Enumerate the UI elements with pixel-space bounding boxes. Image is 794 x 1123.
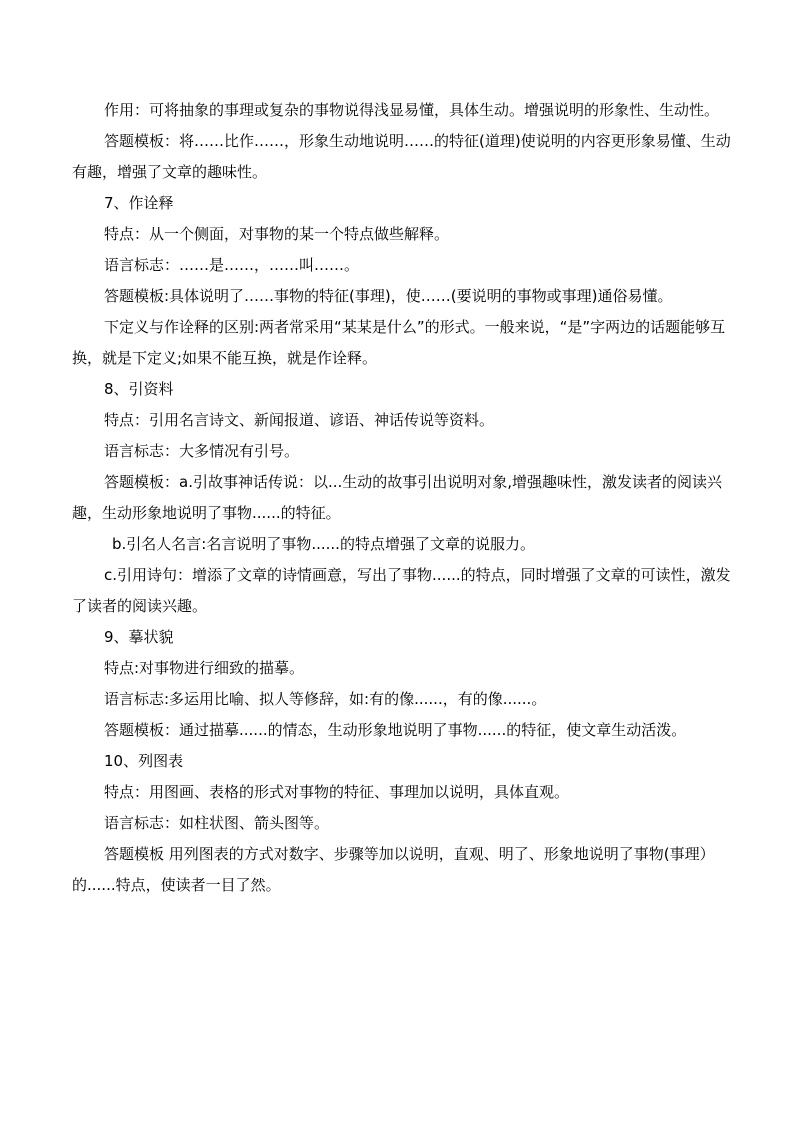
section-heading-9: 9、摹状貌 (104, 628, 174, 646)
paragraph-language-marker-10: 语言标志：如柱状图、箭头图等。 (104, 814, 330, 832)
paragraph-answer-template-8a: 答题模板：a.引故事神话传说：以...生动的故事引出说明对象,增强趣味性，激发读者的阅读兴趣，生动形象地说明了事物......的特征。 (72, 473, 723, 522)
paragraph-difference: 下定义与作诠释的区别:两者常采用“某某是什么”的形式。一般来说，“是”字两边的话题能够互换，就是下定义;如果不能互换，就是作诠释。 (72, 318, 726, 367)
paragraph-answer-template-8c: c.引用诗句：增添了文章的诗情画意，写出了事物......的特点，同时增强了文章的可读性，激发了读者的阅读兴趣。 (72, 566, 731, 615)
paragraph-language-marker-7: 语言标志：……是……，……叫……。 (104, 256, 360, 274)
paragraph-feature-9: 特点:对事物进行细致的描摹。 (104, 659, 305, 677)
paragraph-answer-template-8b: b.引名人名言:名言说明了事物......的特点增强了文章的说服力。 (112, 535, 535, 553)
paragraph-feature-10: 特点：用图画、表格的形式对事物的特征、事理加以说明，具体直观。 (104, 783, 570, 801)
document-body (72, 95, 732, 901)
paragraph-answer-template-metaphor: 答题模板：将……比作……，形象生动地说明……的特征(道理)使说明的内容更形象易懂、生动有趣，增强了文章的趣味性。 (72, 132, 731, 181)
paragraph-answer-template-9: 答题模板：通过描摹......的情态，生动形象地说明了事物......的特征，使文章生动活泼。 (104, 721, 687, 739)
section-heading-10: 10、列图表 (104, 752, 184, 770)
paragraph-answer-template-7: 答题模板:具体说明了……事物的特征(事理)，使……(要说明的事物或事理)通俗易懂。 (104, 287, 673, 305)
paragraph-answer-template-10: 答题模板 用列图表的方式对数字、步骤等加以说明，直观、明了、形象地说明了事物(事理）的......特点，使读者一目了然。 (72, 845, 715, 894)
paragraph-feature-7: 特点：从一个侧面，对事物的某一个特点做些解释。 (104, 225, 450, 243)
paragraph-feature-8: 特点：引用名言诗文、新闻报道、谚语、神话传说等资料。 (104, 411, 495, 429)
paragraph-effect: 作用：可将抽象的事理或复杂的事物说得浅显易懂，具体生动。增强说明的形象性、生动性。 (104, 101, 720, 119)
section-heading-8: 8、引资料 (104, 380, 174, 398)
section-heading-7: 7、作诠释 (104, 194, 174, 212)
paragraph-language-marker-8: 语言标志：大多情况有引号。 (104, 442, 300, 460)
paragraph-language-marker-9: 语言标志:多运用比喻、拟人等修辞，如:有的像......，有的像......。 (104, 690, 547, 708)
